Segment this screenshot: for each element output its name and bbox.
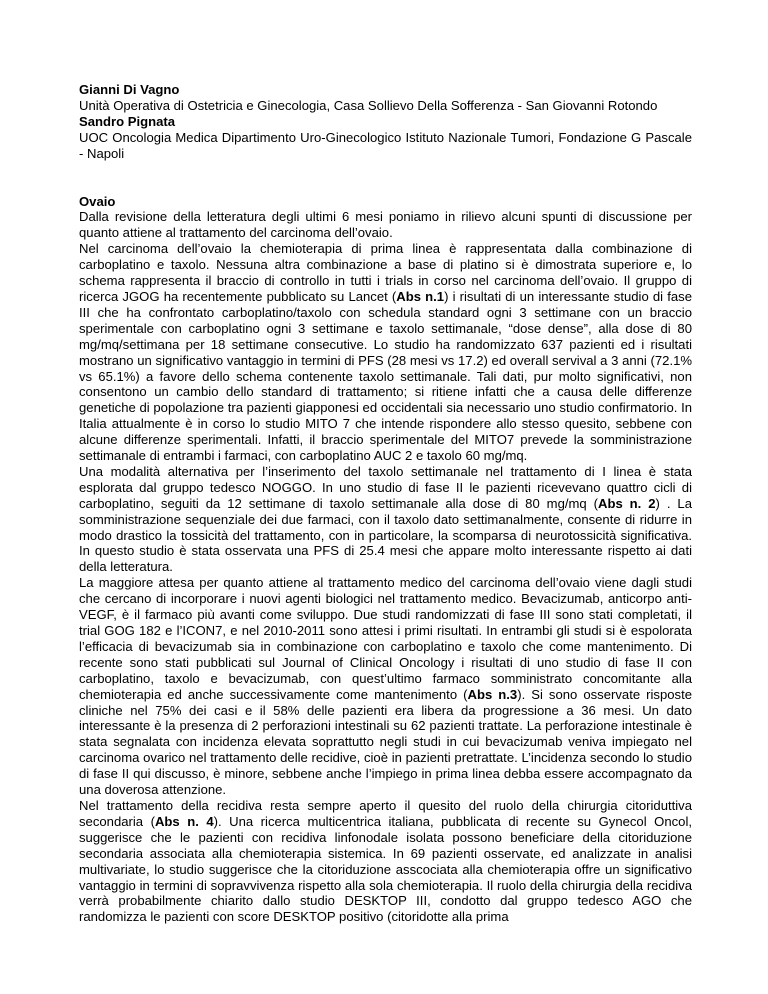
paragraph-text: ). Si sono osservate risposte cliniche nel 75% dei casi e il 58% delle pazienti era libera da progressione a 36 mesi. Un dato interessante è la presenza di 2 perforazioni intestinali su 62 pazienti trattate. La perforazione intestinale è stata segnalata con incidenza elevata soprattutto negli studi in cui bevacizumab veniva impiegato nel carcinoma ovarico nel trattamento delle recidive, cioè in pazienti pretrattate. L’incidenza secondo lo studio di fase II qui discusso, è minore, sebbene anche l’impiego in prima linea debba essere accompagnato da una doverosa attenzione. (79, 686, 693, 798)
abstract-reference: Abs n. 4 (154, 813, 214, 829)
section-heading: Ovaio (79, 193, 116, 209)
paragraph (79, 241, 692, 464)
abstract-reference: Abs n. 2 (598, 495, 656, 511)
paragraph-text: ). Una ricerca multicentrica italiana, pubblicata di recente su Gynecol Oncol, suggerisce che le pazienti con recidiva linfonodale isolata possono beneficiare della citoriduzione secondaria associata alla chemioterapia sistemica. In 69 pazienti osservate, ed analizzate in analisi multivariate, lo studio suggerisce che la citoriduzione asscociata alla chemioterapia offre un significativo vantaggio in termini di sopravvivenza rispetto alla sola chemioterapia. Il ruolo della chirurgia della recidiva verrà probabilmente chiarito dallo studio DESKTOP III, condotto dal gruppo tedesco AGO che randomizza le pazienti con score DESKTOP positivo (citoridotte alla prima (79, 813, 692, 925)
paragraph-text: Nel trattamento della recidiva resta sempre aperto il quesito del ruolo della chirurgia citoriduttiva secondaria ( (79, 797, 692, 829)
abstract-reference: Abs n.3 (467, 686, 518, 702)
paragraph-text: ) . La somministrazione sequenziale dei due farmaci, con il taxolo dato settimanalmente, consente di ridurre in modo drastico la tossicità del trattamento, con in particolare, la scomparsa di neurotossicità significativa. In questo studio è stata osservata una PFS di 25.4 mesi che appare molto interessante rispetto ai dati della letteratura. (79, 495, 692, 575)
paragraph (79, 798, 692, 925)
author-name: Gianni Di Vagno (79, 82, 180, 97)
paragraph-text: Una modalità alternativa per l’inserimento del taxolo settimanale nel trattamento di I linea è stata esplorata dal gruppo tedesco NOGGO. In uno studio di fase II le pazienti ricevevano quattro cicli di carboplatino, seguiti da 12 settimane di taxolo settimanale alla dose di 80 mg/mq ( (79, 463, 692, 511)
author-affiliation: UOC Oncologia Medica Dipartimento Uro-Ginecologico Istituto Nazionale Tumori, Fondazione G Pascale - Napoli (79, 129, 692, 161)
paragraph-text: La maggiore attesa per quanto attiene al trattamento medico del carcinoma dell’ovaio viene dagli studi che cercano di incorporare i nuovi agenti biologici nel trattamento medico. Bevacizumab, anticorpo anti-VEGF, è il farmaco più avanti come sviluppo. Due studi randomizzati di fase III sono stati completati, il trial GOG 182 e l’ICON7, e nel 2010-2011 sono attesi i primi risultati. In entrambi gli studi si è espolorata l’efficacia di bevacizumab sia in combinazione con carboplatino e taxolo che come mantenimento. Di recente sono stati pubblicati sul Journal of Clinical Oncology i risultati di uno studio di fase II con carboplatino, taxolo e bevacizumab, con quest’ultimo farmaco somministrato concomitante alla chemioterapia ed anche successivamente come mantenimento ( (79, 575, 692, 702)
paragraph-text: Dalla revisione della letteratura degli ultimi 6 mesi poniamo in rilievo alcuni spunti di discussione per quanto attiene al trattamento del carcinoma dell’ovaio. (79, 209, 692, 241)
paragraph (79, 209, 692, 241)
author-name: Sandro Pignata (79, 113, 176, 129)
abstract-reference: Abs n.1 (396, 288, 445, 304)
author-affiliation: Unità Operativa di Ostetricia e Ginecologia, Casa Sollievo Della Sofferenza - San Giovanni Rotondo (79, 97, 658, 113)
paragraph (79, 464, 692, 575)
spacer (79, 162, 692, 194)
paragraph-text: ) i risultati di un interessante studio di fase III che ha confrontato carboplatino/taxolo con schedula standard ogni 3 settimane con un braccio sperimentale con carboplatino ogni 3 settimane e taxolo settimanale, “dose dense”, alla dose di 80 mg/mq/settimana per 18 settimane consecutive. Lo studio ha randomizzato 637 pazienti ed i risultati mostrano un significativo vantaggio in termini di PFS (28 mesi vs 17.2) ed overall servival a 3 anni (72.1% vs 65.1%) a favore dello schema contenente taxolo settimanale. Tali dati, pur molto significativi, non consentono un cambio dello standard di trattamento; si ritiene infatti che a causa delle differenze genetiche di popolazione tra pazienti giapponesi ed occidentali sia necessario uno studio confirmatorio. In Italia attualmente è in corso lo studio MITO 7 che intende rispondere allo stesso quesito, sebbene con alcune differenze sperimentali. Infatti, il braccio sperimentale del MITO7 prevede la somministrazione settimanale di entrambi i farmaci, con carboplatino AUC 2 e taxolo 60 mg/mq. (79, 288, 692, 464)
paragraph-text: Nel carcinoma dell’ovaio la chemioterapia di prima linea è rappresentata dalla combinazione di carboplatino e taxolo. Nessuna altra combinazione a base di platino si è dimostrata superiore e, lo schema rappresenta il braccio di controllo in tutti i trials in corso nel carcinoma dell’ovaio. Il gruppo di ricerca JGOG ha recentemente pubblicato su Lancet ( (79, 241, 692, 304)
document-page (79, 82, 692, 925)
paragraph (79, 575, 692, 798)
